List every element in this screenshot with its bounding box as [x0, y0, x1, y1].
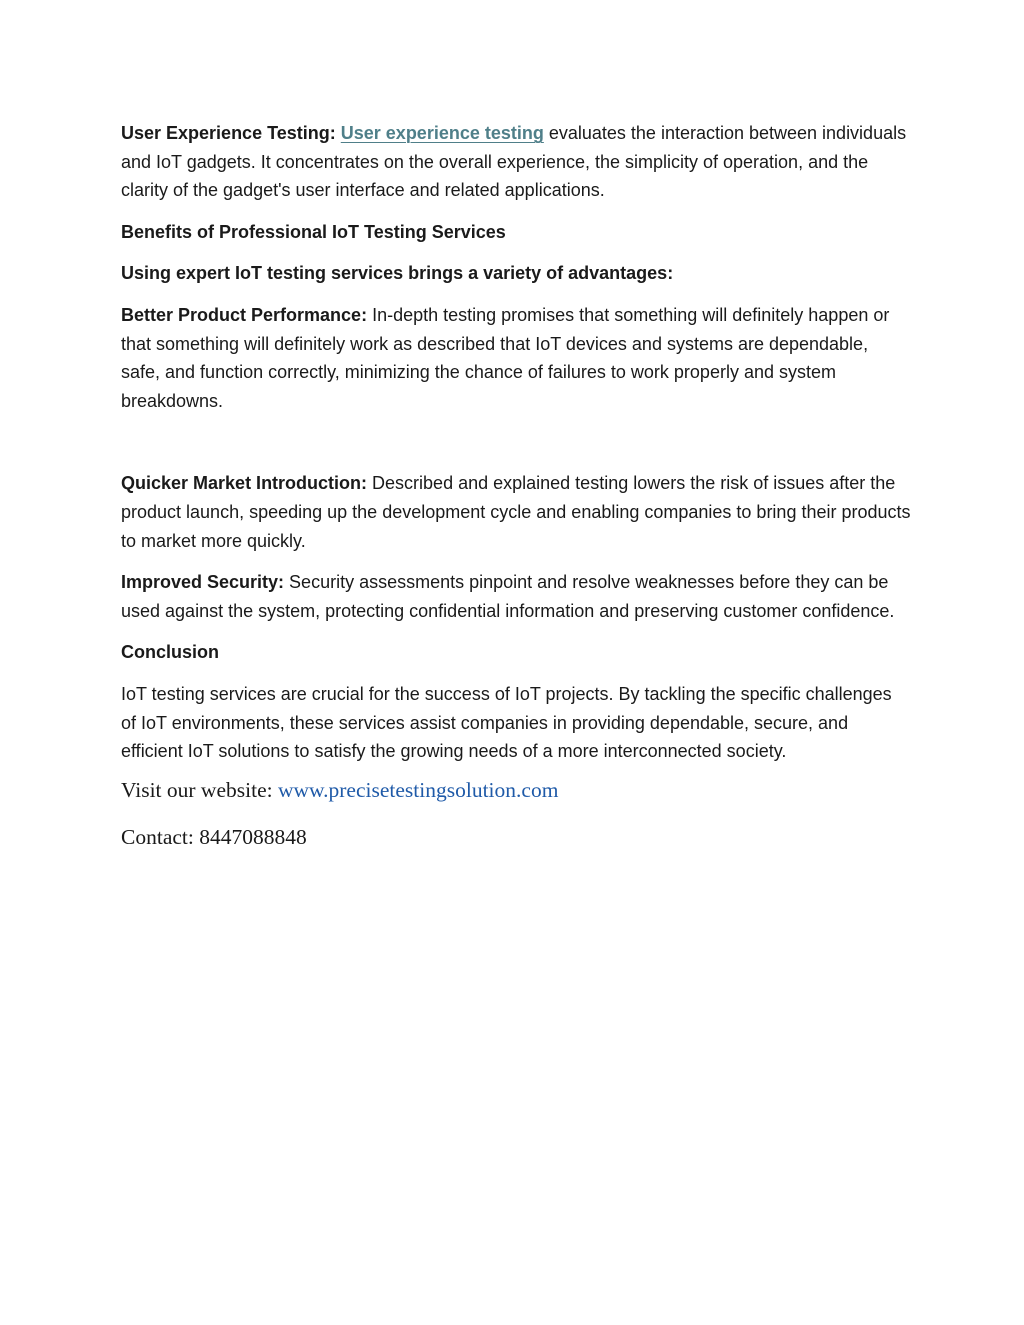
improved-security-heading: Improved Security: — [121, 572, 285, 593]
ux-testing-paragraph — [121, 119, 911, 205]
quicker-market-paragraph — [121, 469, 911, 555]
website-label: Visit our website: — [121, 777, 278, 802]
ux-testing-heading: User Experience Testing: — [121, 123, 336, 143]
benefits-heading: Benefits of Professional IoT Testing Services — [121, 221, 506, 242]
ux-testing-text: evaluates the interaction between individuals and IoT gadgets. It concentrates on the overall experience, the simplicity of operation, and the clarity of the gadget's user interface and related applications. — [121, 123, 907, 201]
website-link[interactable]: www.precisetestingsolution.com — [277, 777, 559, 802]
benefits-intro: Using expert IoT testing services brings a variety of advantages: — [121, 263, 674, 284]
better-performance-paragraph — [121, 301, 911, 415]
conclusion-text: IoT testing services are crucial for the success of IoT projects. By tackling the specific challenges of IoT environments, these services assist companies in providing dependable, secure, and efficient IoT solutions to satisfy the growing needs of a more interconnected society. — [121, 683, 892, 762]
paragraph-spacer — [121, 428, 911, 469]
website-line — [121, 775, 911, 805]
document-page — [121, 119, 911, 852]
better-performance-text: In-depth testing promises that something will definitely happen or that something will definitely work as described that IoT devices and systems are dependable, safe, and function correctly, minimizing the chance of failures to work properly and system breakdowns. — [121, 304, 890, 411]
improved-security-text: Security assessments pinpoint and resolve weaknesses before they can be used against the system, protecting confidential information and preserving customer confidence. — [121, 572, 895, 621]
better-performance-heading: Better Product Performance: — [121, 304, 368, 325]
improved-security-paragraph — [121, 568, 911, 625]
ux-testing-link[interactable]: User experience testing — [340, 123, 544, 143]
contact-label: Contact: — [121, 824, 200, 849]
contact-line — [121, 822, 911, 852]
contact-number: 8447088848 — [199, 824, 307, 849]
quicker-market-text: Described and explained testing lowers the risk of issues after the product launch, speeding up the development cycle and enabling companies to bring their products to market more quickly. — [121, 473, 911, 551]
conclusion-heading: Conclusion — [121, 642, 219, 663]
quicker-market-heading: Quicker Market Introduction: — [121, 473, 368, 494]
